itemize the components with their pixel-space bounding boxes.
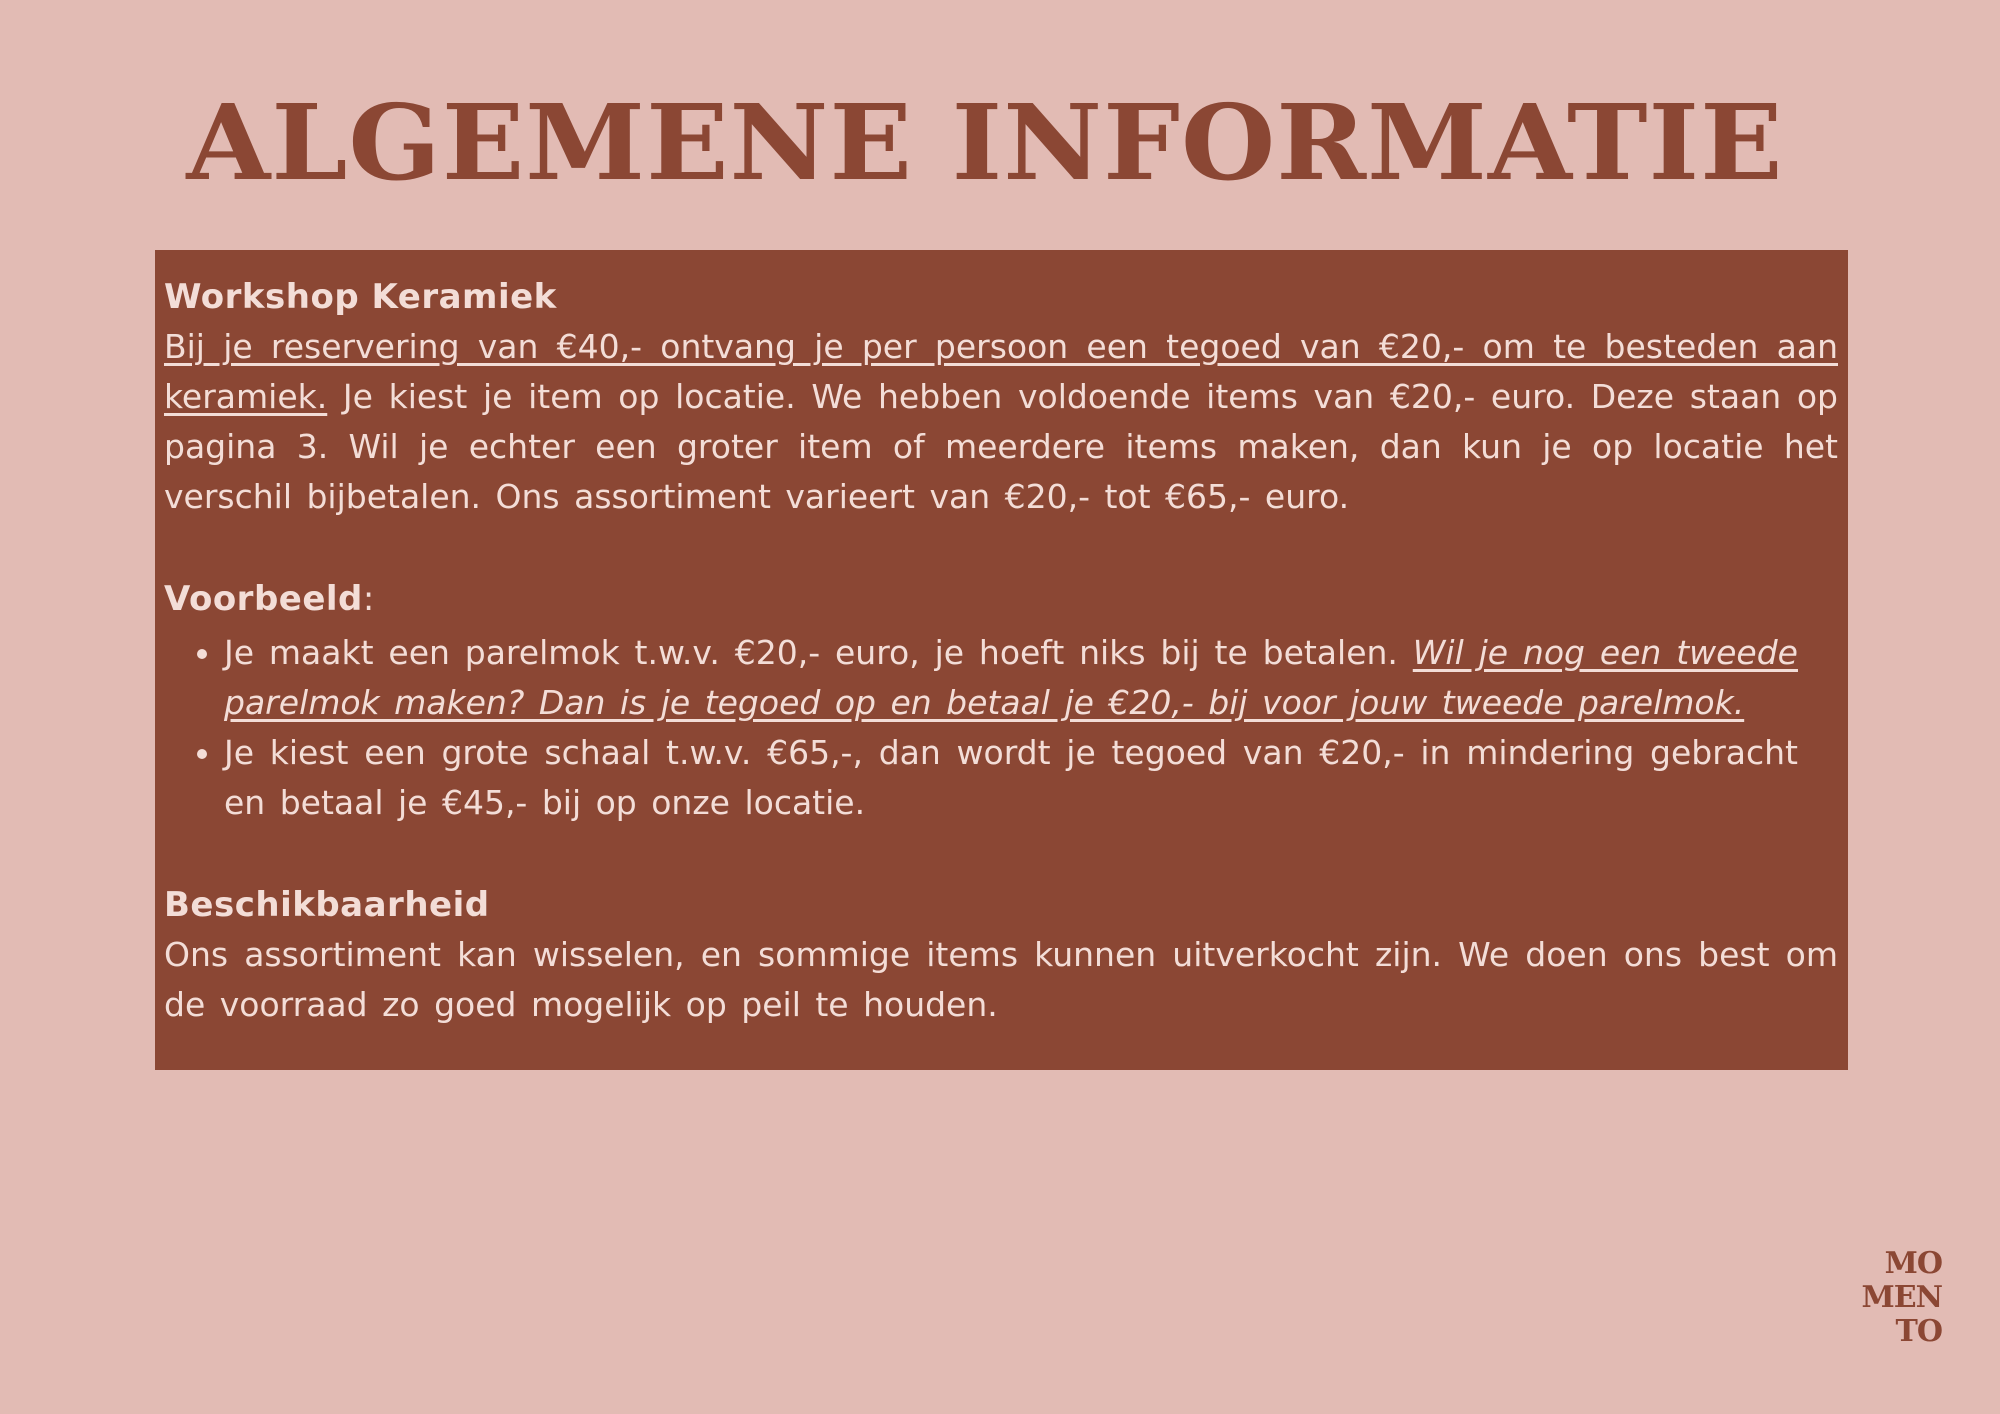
workshop-heading: Workshop Keramiek [164,277,557,317]
workshop-paragraph [164,322,1838,522]
example-heading-label: Voorbeeld [164,579,363,619]
workshop-intro-underlined: Bij je reservering van €40,- ontvang je per persoon een tegoed van €20,- om te besteden aan keramiek. [164,327,1838,416]
availability-heading: Beschikbaarheid [164,885,490,925]
example-2-text: Je kiest een grote schaal t.w.v. €65,-, dan wordt je tegoed van €20,- in mindering gebracht en betaal je €45,- bij op onze locatie. [224,733,1798,822]
logo-line-1: MO [1884,1246,1942,1281]
list-item [224,628,1798,728]
example-heading-colon: : [362,579,375,619]
info-panel [155,250,1848,1070]
logo-line-3: TO [1895,1314,1942,1349]
example-list [164,628,1838,828]
momento-logo [1858,1247,1942,1349]
list-item [224,728,1798,828]
logo-line-2: MEN [1861,1280,1942,1315]
example-heading [164,574,1838,624]
workshop-body: Je kiest je item op locatie. We hebben voldoende items van €20,- euro. Deze staan op pagina 3. Wil je echter een groter item of meerdere items maken, dan kun je op locatie het verschil bijbetalen. Ons assortiment varieert van €20,- tot €65,- euro. [164,377,1838,516]
example-1-emphasis: Wil je nog een tweede parelmok maken? Dan is je tegoed op en betaal je €20,- bij voor jouw tweede parelmok. [224,633,1798,722]
example-1-text: Je maakt een parelmok t.w.v. €20,- euro, je hoeft niks bij te betalen. [224,633,1413,672]
availability-paragraph: Ons assortiment kan wisselen, en sommige items kunnen uitverkocht zijn. We doen ons best om de voorraad zo goed mogelijk op peil te houden. [164,935,1838,1024]
page-title: ALGEMENE INFORMATIE [186,81,1784,204]
